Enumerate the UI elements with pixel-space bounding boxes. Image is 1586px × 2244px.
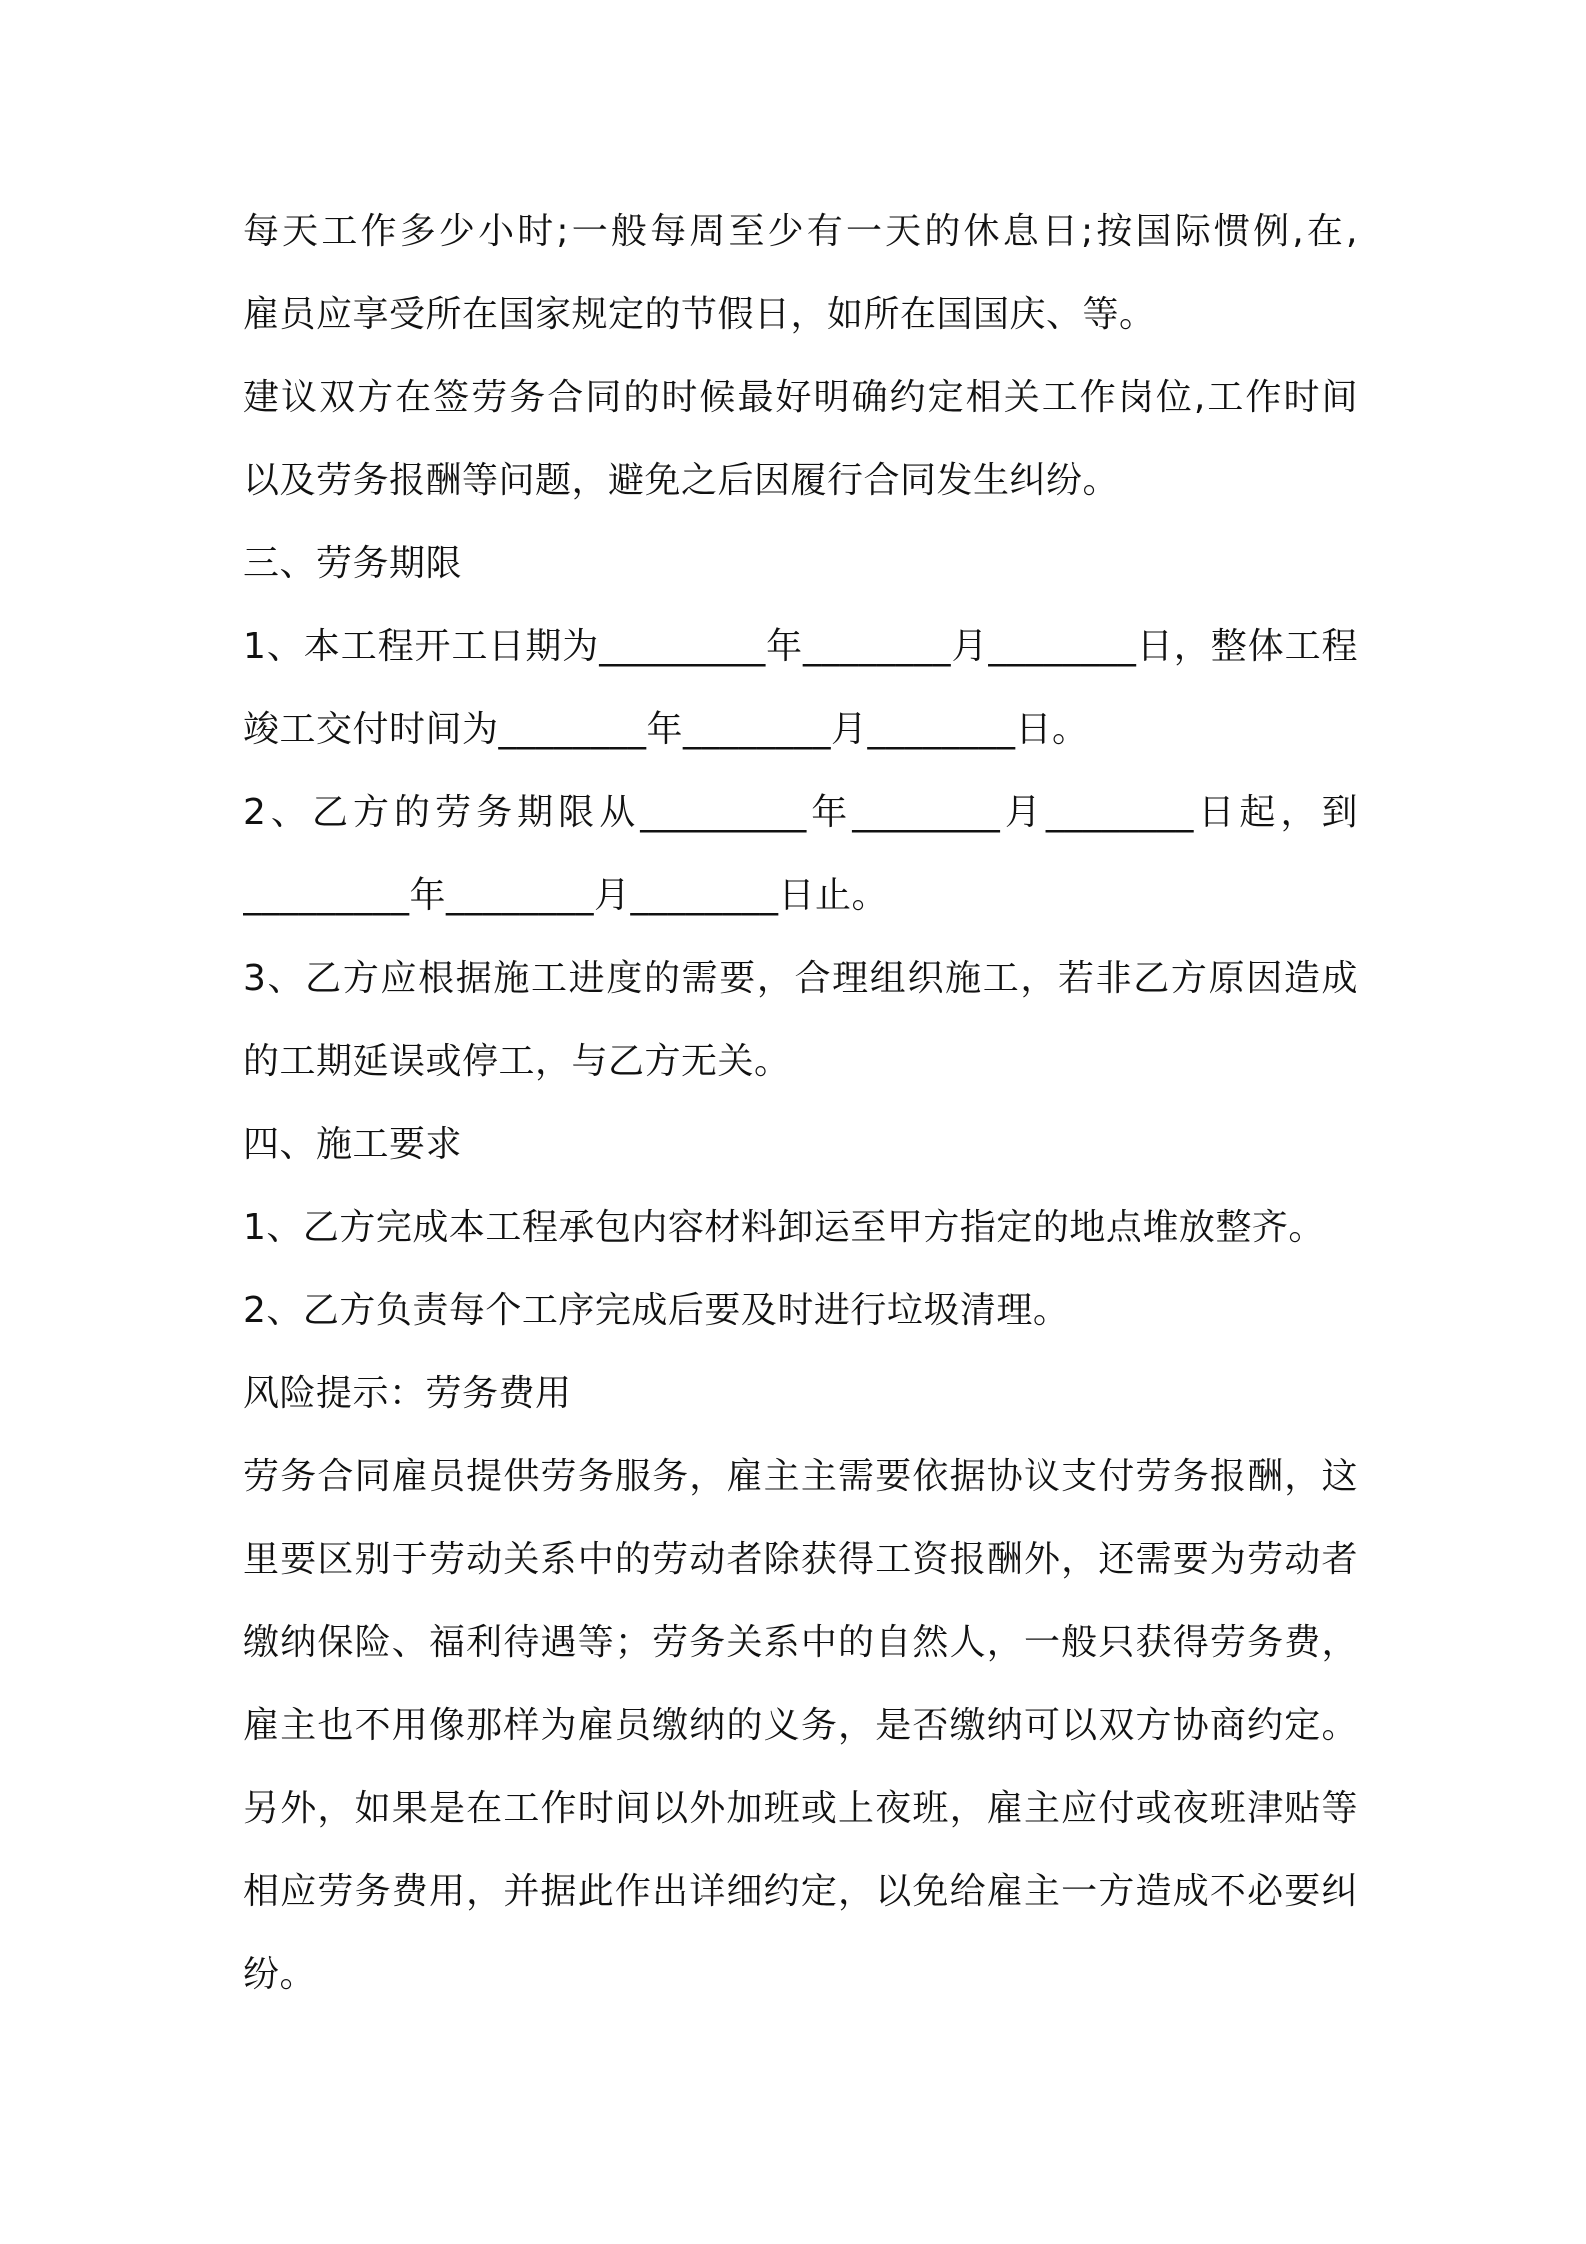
text-line: 里要区别于劳动关系中的劳动者除获得工资报酬外，还需要为劳动者 xyxy=(243,1539,1358,1580)
risk-heading: 风险提示：劳务费用 xyxy=(243,1373,572,1414)
text-line: 雇员应享受所在国家规定的节假日，如所在国国庆、等。 xyxy=(243,294,1156,335)
text-line: 相应劳务费用，并据此作出详细约定，以免给雇主一方造成不必要纠 xyxy=(243,1871,1358,1912)
text-line: 2、乙方负责每个工序完成后要及时进行垃圾清理。 xyxy=(243,1290,1070,1331)
text-line: 雇主也不用像那样为雇员缴纳的义务，是否缴纳可以双方协商约定。 xyxy=(243,1705,1358,1746)
text-line: 劳务合同雇员提供劳务服务，雇主主需要依据协议支付劳务报酬，这 xyxy=(243,1456,1358,1497)
text-line: 1、本工程开工日期为_________年________月________日，整体工程 xyxy=(243,626,1358,667)
text-line: 纷。 xyxy=(243,1954,317,1995)
text-line: 缴纳保险、福利待遇等；劳务关系中的自然人，一般只获得劳务费， xyxy=(243,1622,1358,1663)
text-line: 竣工交付时间为________年________月________日。 xyxy=(243,709,1089,750)
section-heading: 三、劳务期限 xyxy=(243,543,463,584)
text-line: 3、乙方应根据施工进度的需要，合理组织施工，若非乙方原因造成 xyxy=(243,958,1358,999)
text-line: 每天工作多少小时;一般每周至少有一天的休息日;按国际惯例,在, xyxy=(243,211,1358,252)
section-heading: 四、施工要求 xyxy=(243,1124,463,1165)
text-line: 2、乙方的劳务期限从_________年________月________日起，到 xyxy=(243,792,1358,833)
text-line: 1、乙方完成本工程承包内容材料卸运至甲方指定的地点堆放整齐。 xyxy=(243,1207,1325,1248)
text-line: 建议双方在签劳务合同的时候最好明确约定相关工作岗位,工作时间 xyxy=(243,377,1358,418)
text-line: 的工期延误或停工，与乙方无关。 xyxy=(243,1041,791,1082)
text-line: 另外，如果是在工作时间以外加班或上夜班，雇主应付或夜班津贴等 xyxy=(243,1788,1358,1829)
text-line: _________年________月________日止。 xyxy=(243,875,889,916)
text-line: 以及劳务报酬等问题，避免之后因履行合同发生纠纷。 xyxy=(243,460,1120,501)
